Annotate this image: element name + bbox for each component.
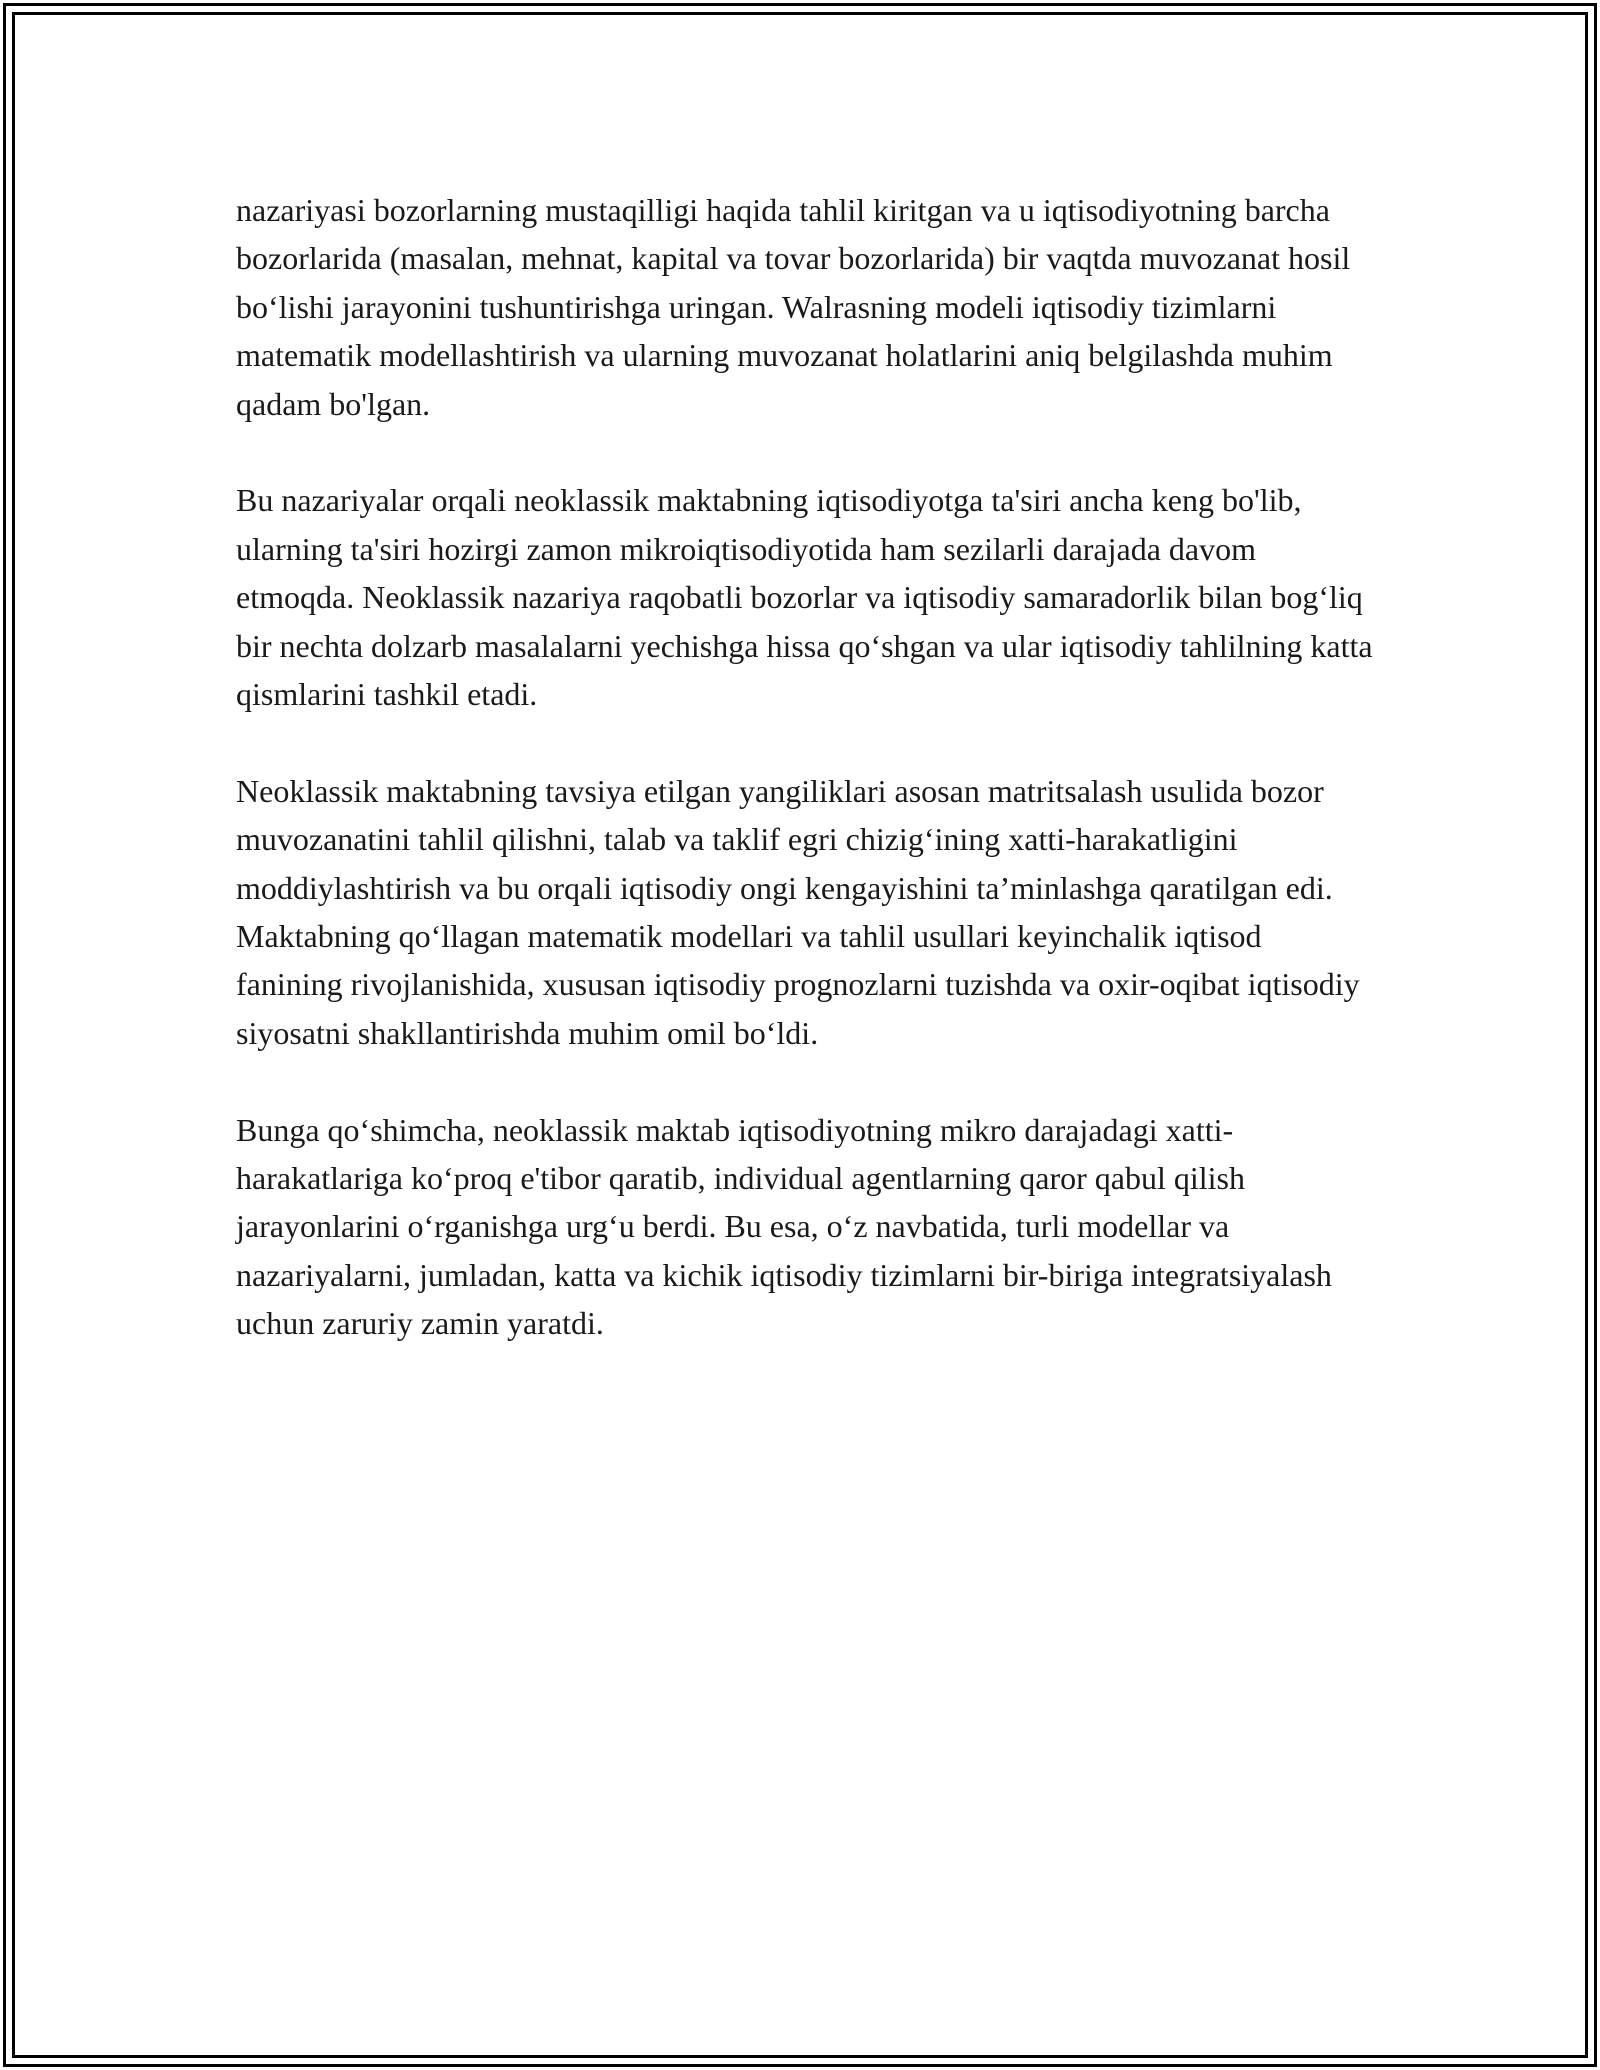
paragraph: nazariyasi bozorlarning mustaqilligi haqida tahlil kiritgan va u iqtisodiyotning barcha bozorlarida (masalan, mehnat, kapital va tovar bozorlarida) bir vaqtda muvozanat hosil bo‘lishi jarayonini tushuntirishga uringan. Walrasning modeli iqtisodiy tizimlarni matematik modellashtirish va ularning muvozanat holatlarini aniq belgilashda muhim qadam bo'lgan. (236, 192, 1351, 422)
paragraph: Bu nazariyalar orqali neoklassik maktabning iqtisodiyotga ta'siri ancha keng bo'lib, ularning ta'siri hozirgi zamon mikroiqtisodiyotida ham sezilarli darajada davom etmoqda. Neoklassik nazariya raqobatli bozorlar va iqtisodiy samaradorlik bilan bog‘liq bir nechta dolzarb masalalarni yechishga hissa qo‘shgan va ular iqtisodiy tahlilning katta qismlarini tashkil etadi. (236, 482, 1373, 713)
paragraph: Bunga qo‘shimcha, neoklassik maktab iqtisodiyotning mikro darajadagi xatti-harakatlariga ko‘proq e'tibor qaratib, individual agentlarning qaror qabul qilish jarayonlarini o‘rganishga urg‘u berdi. Bu esa, o‘z navbatida, turli modellar va nazariyalarni, jumladan, katta va kichik iqtisodiy tizimlarni bir-biriga integratsiyalash uchun zaruriy zamin yaratdi. (236, 1111, 1332, 1342)
document-body (236, 186, 1376, 1396)
paragraph: Neoklassik maktabning tavsiya etilgan yangiliklari asosan matritsalash usulida bozor muvozanatini tahlil qilishni, talab va taklif egri chizig‘ining xatti-harakatligini moddiylashtirish va bu orqali iqtisodiy ongi kengayishini ta’minlashga qaratilgan edi. Maktabning qo‘llagan matematik modellari va tahlil usullari keyinchalik iqtisod fanining rivojlanishida, xususan iqtisodiy prognozlarni tuzishda va oxir-oqibat iqtisodiy siyosatni shakllantirishda muhim omil bo‘ldi. (236, 772, 1360, 1051)
